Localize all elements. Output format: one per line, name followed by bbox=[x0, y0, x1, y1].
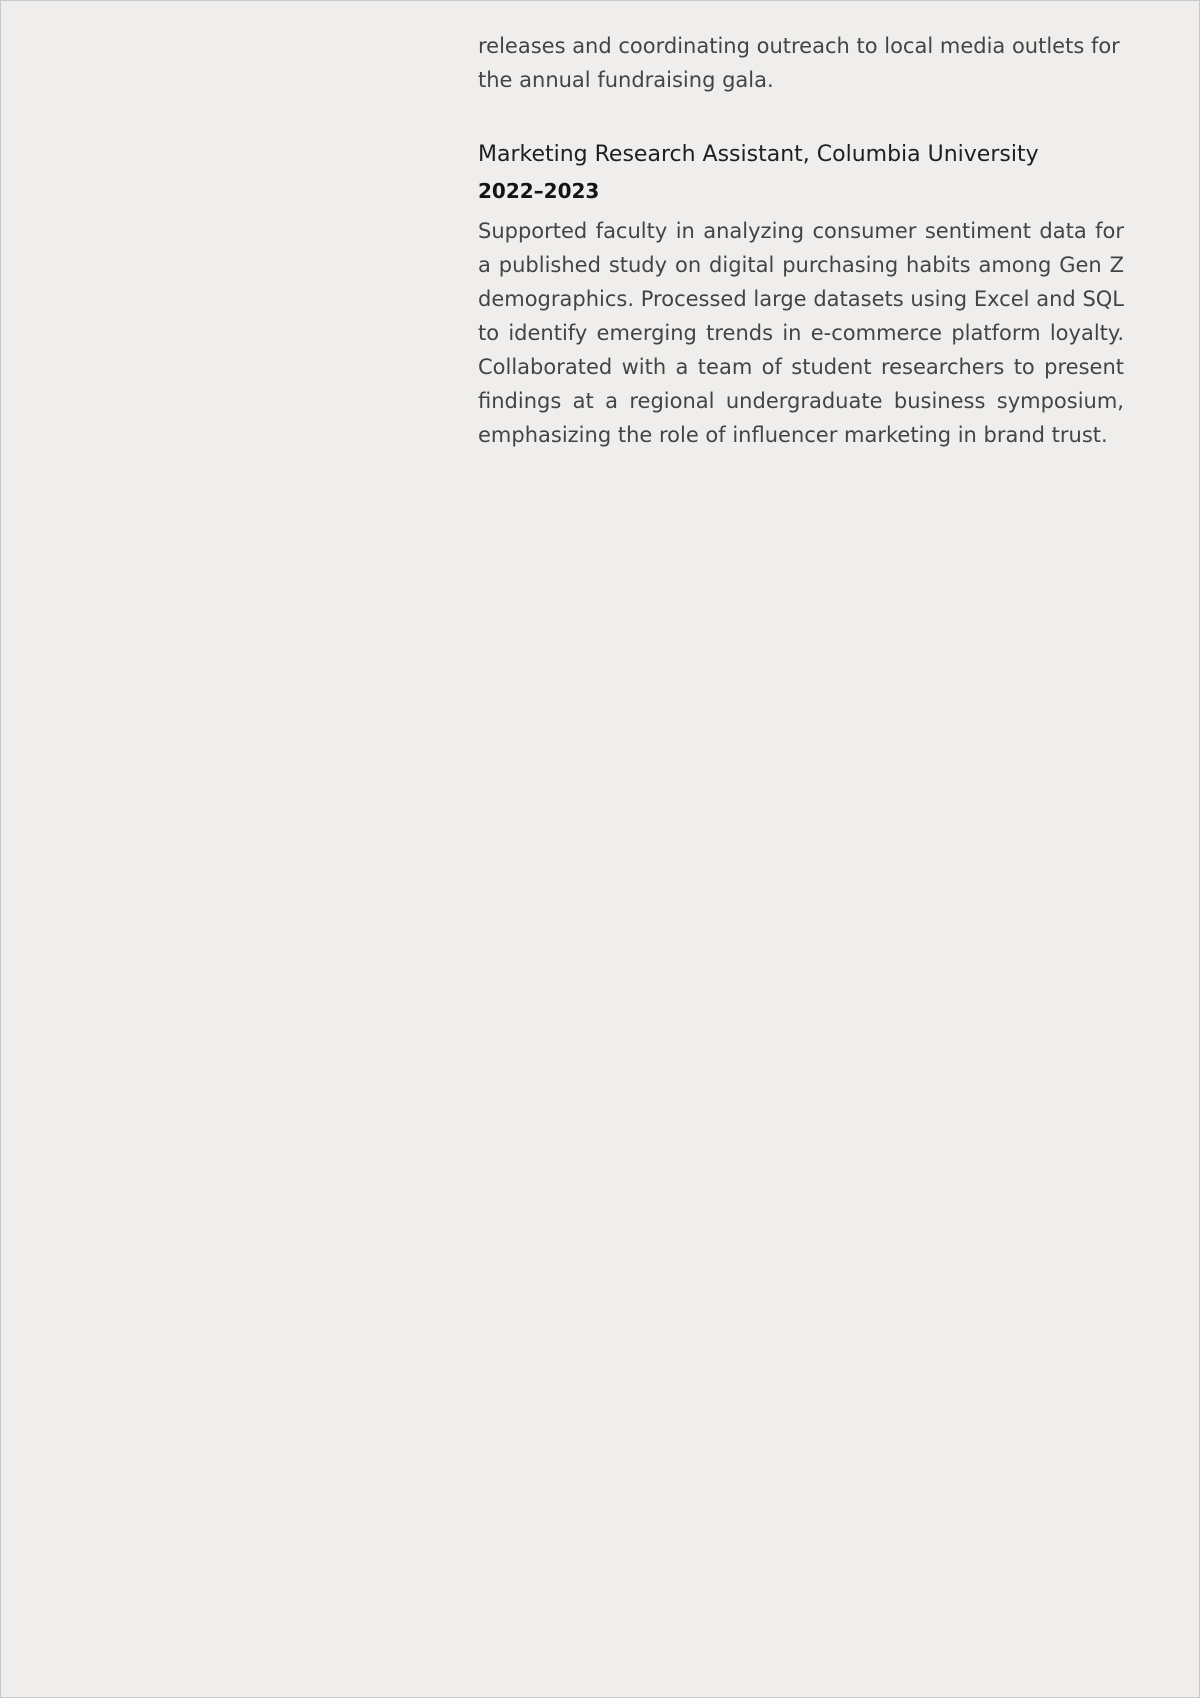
experience-entry bbox=[478, 139, 1124, 452]
job-years: 2022–2023 bbox=[478, 179, 600, 203]
experience-column bbox=[478, 29, 1124, 452]
continued-experience-description: releases and coordinating outreach to local media outlets for the annual fundraising gala. bbox=[478, 34, 1120, 92]
job-description: Supported faculty in analyzing consumer sentiment data for a published study on digital purchasing habits among Gen Z demographics. Processed large datasets using Excel and SQL to identify emerging trends in e-commerce platform loyalty. Collaborated with a team of student researchers to present findings at a regional undergraduate business symposium, emphasizing the role of influencer marketing in brand trust. bbox=[478, 219, 1124, 447]
job-title: Marketing Research Assistant, Columbia University bbox=[478, 142, 1039, 167]
